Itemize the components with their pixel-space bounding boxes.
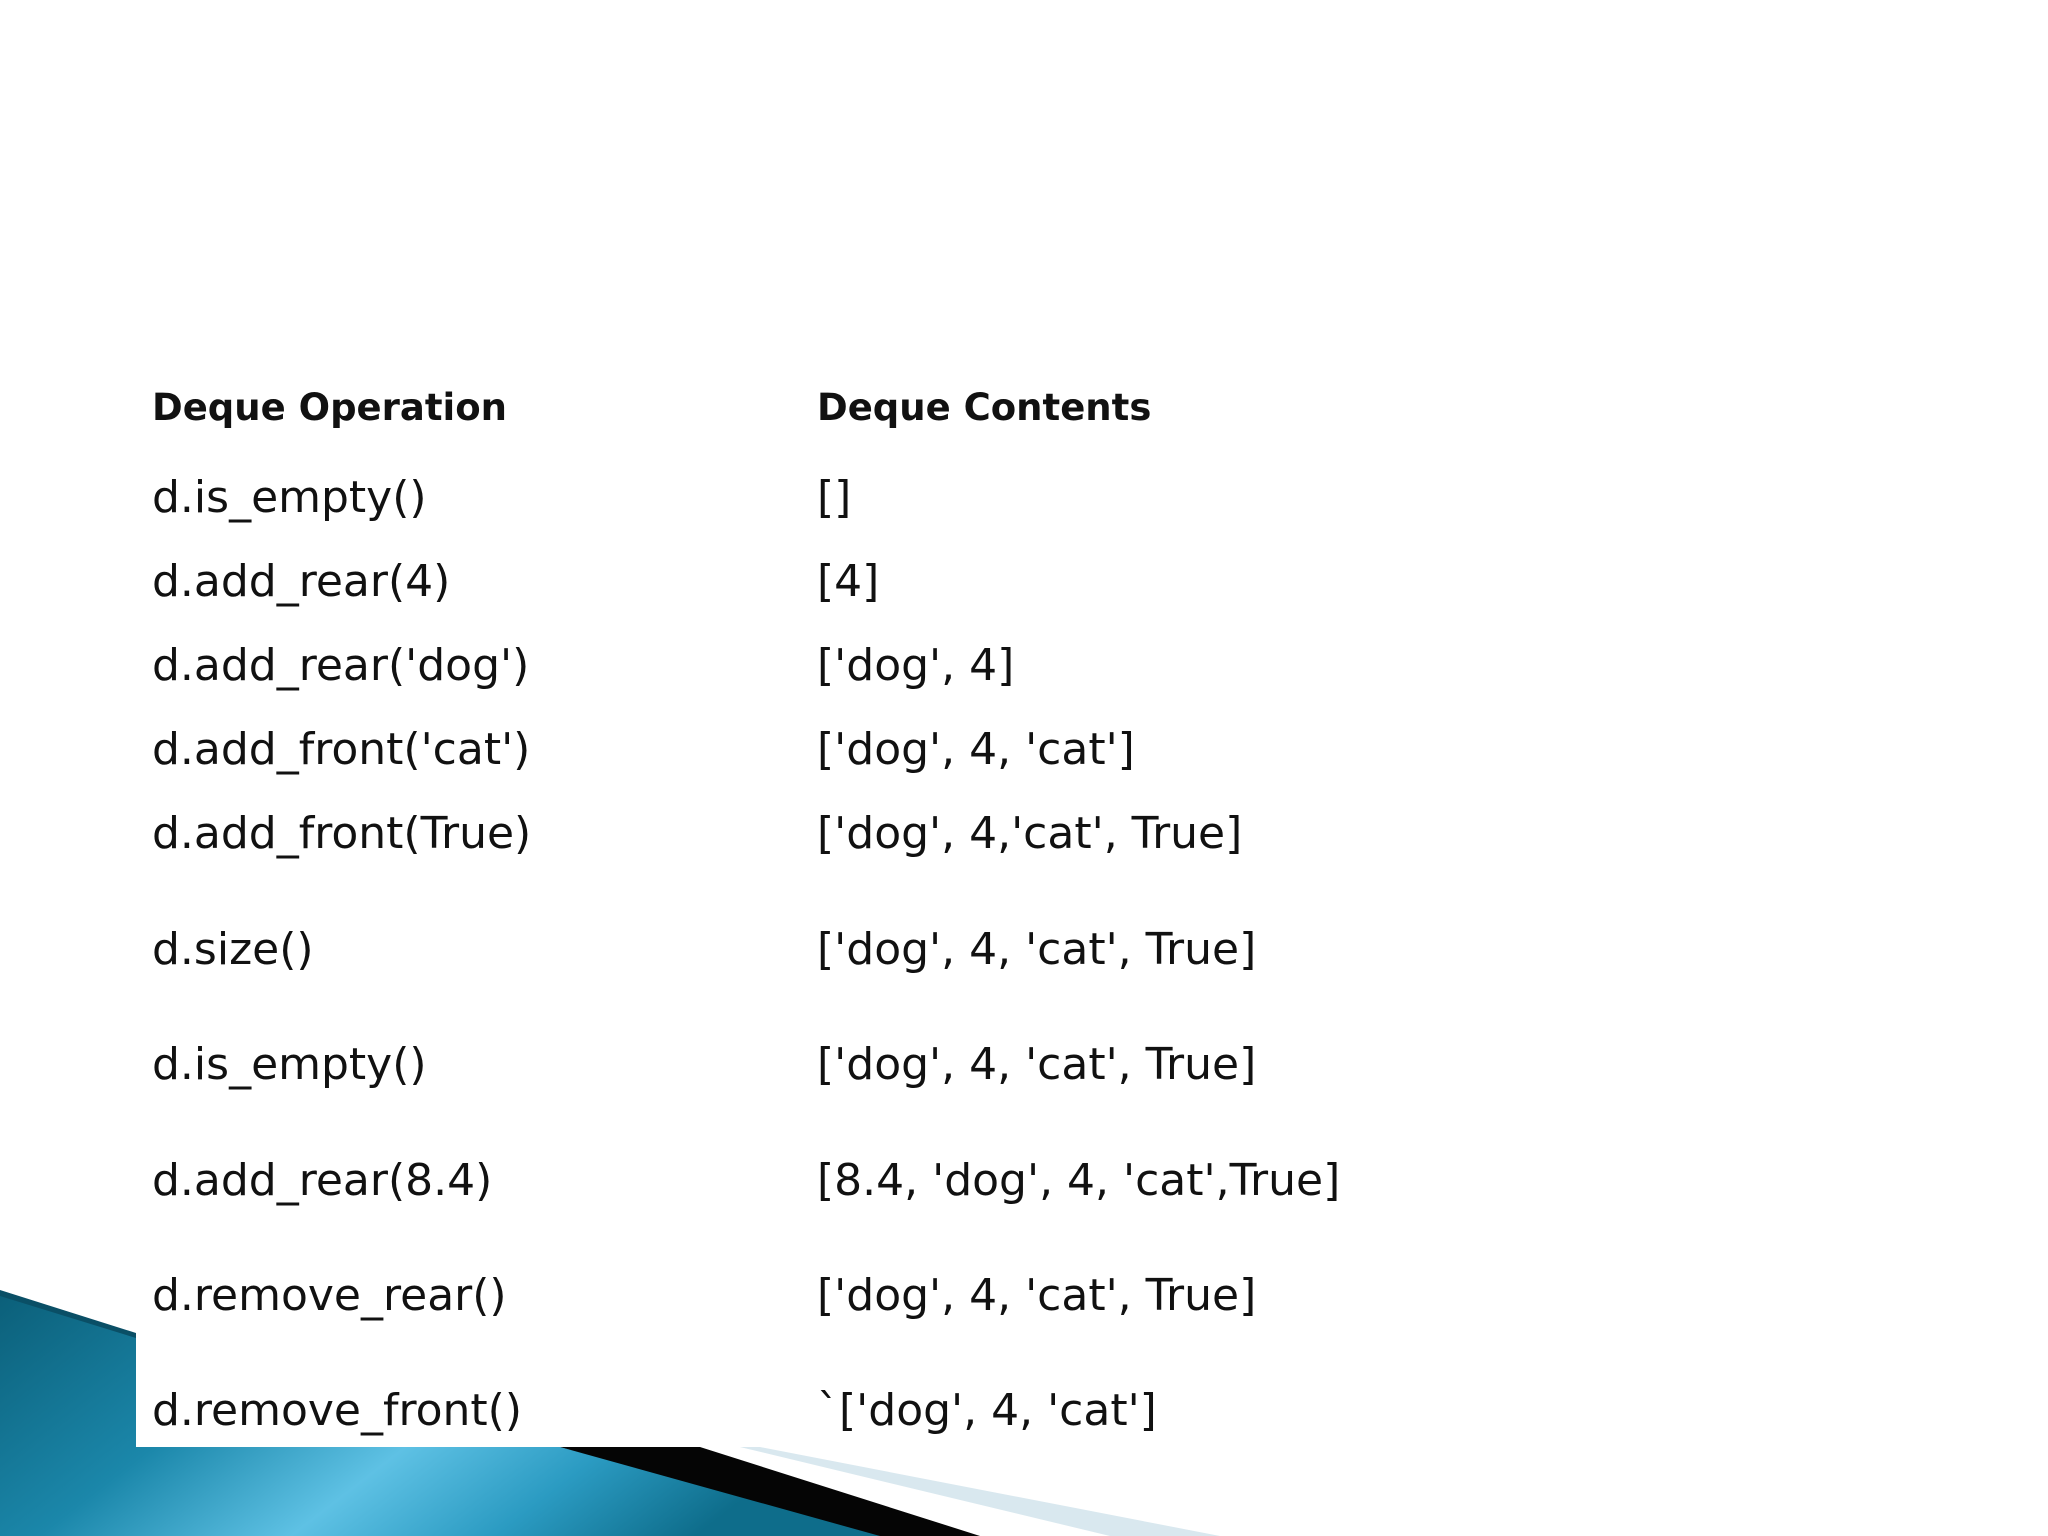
deque-operations-table: [136, 360, 1386, 1447]
operation-cell: d.size(): [152, 924, 314, 975]
operation-cell: d.add_front(True): [152, 808, 532, 859]
table-row: [152, 1037, 1372, 1097]
table-row: [152, 922, 1372, 982]
contents-cell: ['dog', 4]: [817, 640, 1015, 691]
header-deque-operation: Deque Operation: [152, 386, 507, 429]
operation-cell: d.remove_rear(): [152, 1270, 507, 1321]
table-row: [152, 806, 1372, 866]
contents-cell: ['dog', 4, 'cat']: [817, 724, 1135, 775]
contents-cell: ['dog', 4, 'cat', True]: [817, 1270, 1257, 1321]
operation-cell: d.remove_front(): [152, 1385, 523, 1436]
contents-cell: ['dog', 4, 'cat', True]: [817, 1039, 1257, 1090]
table-row: [152, 470, 1372, 530]
contents-cell: []: [817, 472, 852, 523]
contents-cell: `['dog', 4, 'cat']: [817, 1385, 1157, 1436]
contents-cell: [4]: [817, 556, 880, 607]
operation-cell: d.is_empty(): [152, 472, 427, 523]
table-header-row: [152, 386, 1372, 446]
table-row: [152, 1153, 1372, 1213]
table-row: [152, 1268, 1372, 1328]
table-row: [152, 1383, 1372, 1443]
operation-cell: d.add_rear(4): [152, 556, 451, 607]
operation-cell: d.add_rear('dog'): [152, 640, 530, 691]
operation-cell: d.add_rear(8.4): [152, 1155, 493, 1206]
contents-cell: ['dog', 4,'cat', True]: [817, 808, 1243, 859]
contents-cell: ['dog', 4, 'cat', True]: [817, 924, 1257, 975]
table-row: [152, 638, 1372, 698]
operation-cell: d.is_empty(): [152, 1039, 427, 1090]
table-row: [152, 554, 1372, 614]
header-deque-contents: Deque Contents: [817, 386, 1152, 429]
operation-cell: d.add_front('cat'): [152, 724, 531, 775]
contents-cell: [8.4, 'dog', 4, 'cat',True]: [817, 1155, 1341, 1206]
table-row: [152, 722, 1372, 782]
